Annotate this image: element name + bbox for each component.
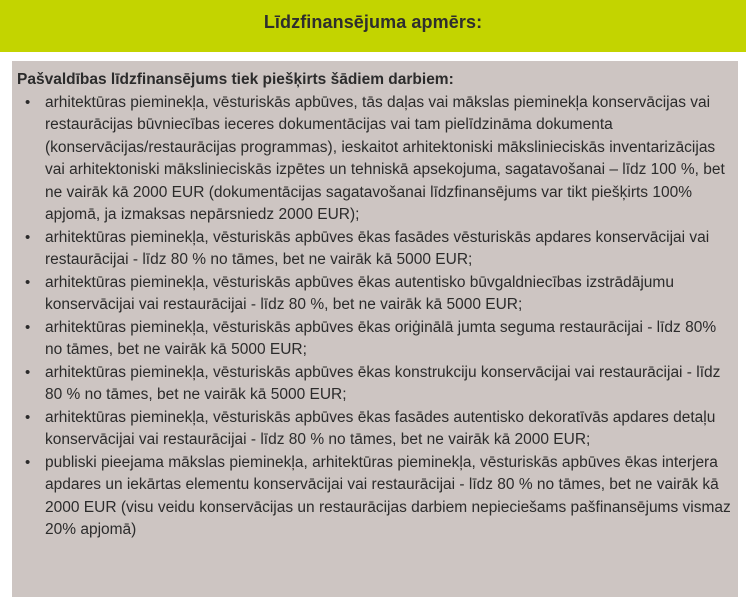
list-item-text: arhitektūras pieminekļa, vēsturiskās apbūves ēkas konstrukciju konservācijai vai restaurācijai - līdz 80 % no tāmes, bet ne vairāk kā 5000 EUR; bbox=[45, 363, 721, 403]
intro-heading: Pašvaldības līdzfinansējums tiek piešķirts šādiem darbiem: bbox=[17, 71, 454, 88]
bullet-icon: • bbox=[25, 93, 31, 111]
bullet-icon: • bbox=[25, 453, 31, 471]
list-item bbox=[17, 317, 734, 362]
list-item bbox=[17, 272, 734, 317]
page-title: Līdzfinansējuma apmērs: bbox=[263, 11, 483, 32]
bullet-icon: • bbox=[25, 228, 31, 246]
bullet-icon: • bbox=[25, 363, 31, 381]
list-item bbox=[17, 92, 734, 227]
list-item-text: publiski pieejama mākslas pieminekļa, arhitektūras pieminekļa, vēsturiskās apbūves ēkas interjera apdares un iekārtas elementu konservācijai vai restaurācijai - līdz 80 % no tāmes, bet ne vairāk kā 2000 EUR (visu veidu konservācijas un restaurācijas darbiem nepieciešams pašfinansējums vismaz 20% apjomā) bbox=[45, 453, 731, 538]
list-item-text: arhitektūras pieminekļa, vēsturiskās apbūves ēkas fasādes vēsturiskās apdares konservācijai vai restaurācijai - līdz 80 % no tāmes, bet ne vairāk kā 5000 EUR; bbox=[45, 228, 710, 268]
funding-list bbox=[17, 92, 734, 542]
list-item-text: arhitektūras pieminekļa, vēsturiskās apbūves, tās daļas vai mākslas pieminekļa konservācijas vai restaurācijas būvniecības ieceres dokumentācijas vai tam pielīdzināma dokumenta (konservācijas/restaurācijas programmas), ieskaitot arhitektoniski mākslinieciskās inventarizācijas vai arhitektoniski mākslinieciskās izpētes un tehniskā apsekojuma, sagatavošanai – līdz 100 %, bet ne vairāk kā 2000 EUR (dokumentācijas sagatavošanai līdzfinansējums var tikt piešķirts 100% apjomā, ja izmaksas nepārsniedz 2000 EUR); bbox=[45, 93, 725, 223]
list-item bbox=[17, 227, 734, 272]
list-item-text: arhitektūras pieminekļa, vēsturiskās apbūves ēkas fasādes autentisko dekoratīvās apdares detaļu konservācijai vai restaurācijai - līdz 80 % no tāmes, bet ne vairāk kā 2000 EUR; bbox=[45, 408, 716, 448]
list-item-text: arhitektūras pieminekļa, vēsturiskās apbūves ēkas autentisko būvgaldniecības izstrādājumu konservācijai vai restaurācijai - līdz 80 %, bet ne vairāk kā 5000 EUR; bbox=[45, 273, 674, 313]
list-item bbox=[17, 452, 734, 542]
bullet-icon: • bbox=[25, 273, 31, 291]
bullet-icon: • bbox=[25, 408, 31, 426]
content-panel bbox=[12, 61, 738, 597]
bullet-icon: • bbox=[25, 318, 31, 336]
list-item-text: arhitektūras pieminekļa, vēsturiskās apbūves ēkas oriģinālā jumta seguma restaurācijai - līdz 80% no tāmes, bet ne vairāk kā 5000 EUR; bbox=[45, 318, 717, 358]
list-item bbox=[17, 362, 734, 407]
header-bar bbox=[0, 0, 746, 52]
list-item bbox=[17, 407, 734, 452]
